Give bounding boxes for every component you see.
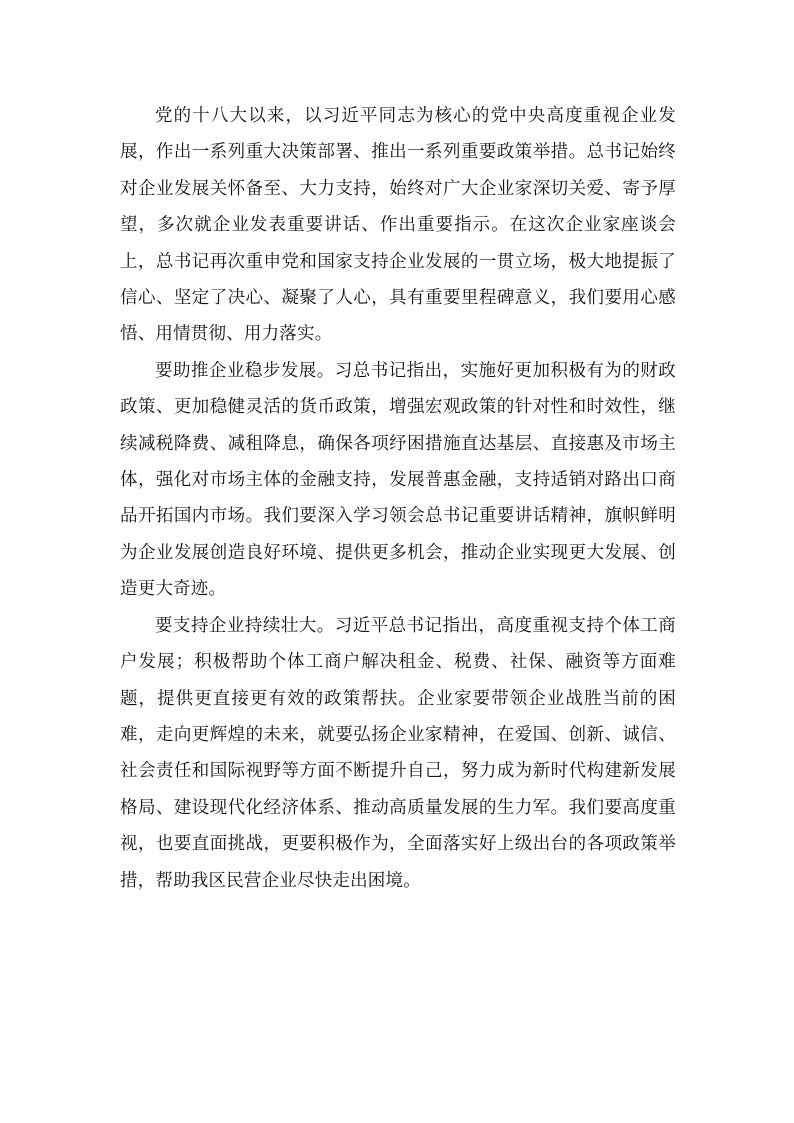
paragraph-steady-development: 要助推企业稳步发展。习总书记指出，实施好更加积极有为的财政政策、更加稳健灵活的货币政策，增强宏观政策的针对性和时效性，继续减税降费、减租降息，确保各项纾困措施直达基层、直接惠及市场主体，强化对市场主体的金融支持，发展普惠金融，支持适销对路出口商品开拓国内市场。我们要深入学习领会总书记重要讲话精神，旗帜鲜明为企业发展创造良好环境、提供更多机会，推动企业实现更大发展、创造更大奇迹。 bbox=[120, 360, 676, 600]
paragraph-intro: 党的十八大以来，以习近平同志为核心的党中央高度重视企业发展，作出一系列重大决策部署、推出一系列重要政策举措。总书记始终对企业发展关怀备至、大力支持，始终对广大企业家深切关爱、寄予厚望，多次就企业发表重要讲话、作出重要指示。在这次企业家座谈会上，总书记再次重申党和国家支持企业发展的一贯立场，极大地提振了信心、坚定了决心、凝聚了人心，具有重要里程碑意义，我们要用心感悟、用情贯彻、用力落实。 bbox=[120, 106, 676, 345]
paragraph-continuous-growth: 要支持企业持续壮大。习近平总书记指出，高度重视支持个体工商户发展；积极帮助个体工商户解决租金、税费、社保、融资等方面难题，提供更直接更有效的政策帮扶。企业家要带领企业战胜当前的困难，走向更辉煌的未来，就要弘扬企业家精神，在爱国、创新、诚信、社会责任和国际视野等方面不断提升自己，努力成为新时代构建新发展格局、建设现代化经济体系、推动高质量发展的生力军。我们要高度重视，也要直面挑战，更要积极作为，全面落实好上级出台的各项政策举措，帮助我区民营企业尽快走出困境。 bbox=[120, 615, 676, 891]
document-body bbox=[120, 98, 676, 899]
